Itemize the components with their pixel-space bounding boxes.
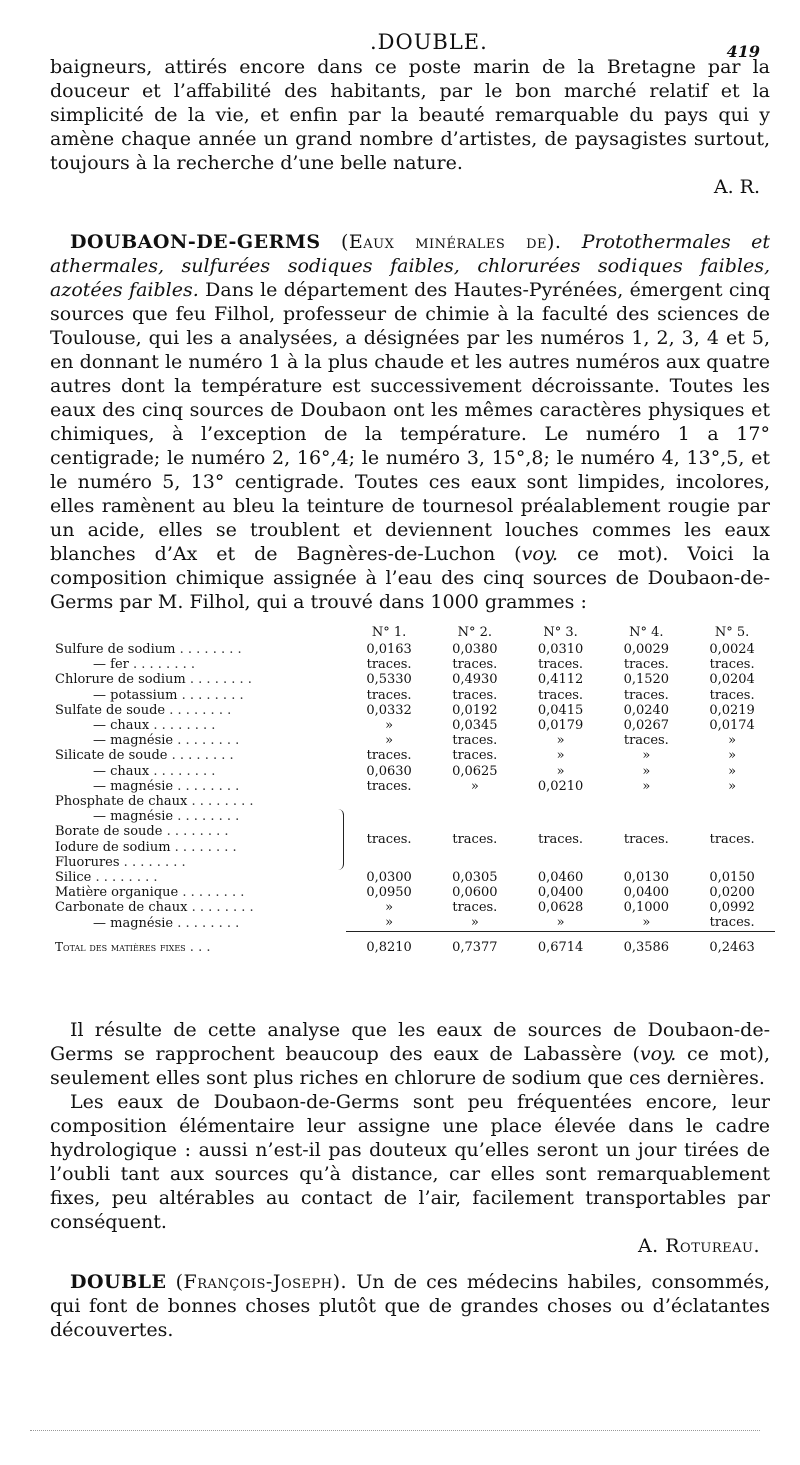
cell-value: » (556, 915, 565, 931)
intro-signature: A. R. (713, 176, 760, 198)
cell-value: traces. (538, 657, 584, 673)
cell-value: » (385, 718, 394, 734)
cell-value: 0,0630 (366, 763, 412, 779)
leader-dots: . . . . . . . . (119, 854, 186, 870)
table-row (55, 657, 775, 672)
table-row (55, 900, 775, 915)
cell-value: » (470, 778, 479, 794)
row-label: — potassium (93, 687, 178, 703)
cell-value: 0,0300 (366, 869, 412, 885)
table-row (55, 748, 775, 763)
total-value: 0,8210 (346, 931, 432, 958)
cell-value: 0,0400 (623, 885, 670, 901)
row-label: — magnésie (93, 733, 174, 749)
cell-value (603, 794, 689, 809)
cell-value: traces. (366, 657, 412, 673)
table-row (55, 733, 775, 748)
leader-dots: . . . . . . . . (165, 702, 232, 718)
cell-value: 0,0210 (537, 778, 584, 794)
cell-value: 0,0415 (537, 702, 584, 718)
intro-paragraph (50, 55, 770, 199)
cell-value: 0,4930 (452, 672, 498, 688)
analysis-voy: voy. (639, 1043, 677, 1065)
cell-value: traces. (709, 915, 755, 931)
cell-value (432, 794, 518, 809)
analysis-text: Il résulte de cette analyse que les eaux de sources de Doubaon-de-Germs se rapprochent beaucoup des eaux de Labassère ( (50, 1019, 770, 1065)
row-label: Matière organique (55, 885, 179, 901)
cell-value: 0,0150 (709, 869, 755, 885)
column-header: N° 4. (629, 624, 664, 640)
row-label: — magnésie (93, 778, 174, 794)
frequentation-paragraph: Les eaux de Doubaon-de-Germs sont peu fréquentées encore, leur composition élémentaire leur assigne une place élevée dans le cadre hydrologique : aussi n’est-il pas douteux qu’elles seront un jour tirées de l’oubli tant aux sources qu’à distance, car elles sont remarquablement fixes, peu altérables au contact de l’air, facilement transportables par conséquent. (50, 1091, 770, 1233)
table-row-grouped (55, 809, 775, 824)
leader-dots: . . . . . . . . (91, 869, 158, 885)
cell-value: 0,0600 (452, 885, 498, 901)
cell-value: traces. (366, 687, 412, 703)
entry2-parenthetical: (François-Joseph). (175, 1271, 348, 1293)
table-row (55, 794, 775, 809)
cell-value: » (728, 778, 737, 794)
cell-value: 0,0950 (366, 885, 412, 901)
entry-double (50, 1270, 770, 1342)
cell-value: » (728, 733, 737, 749)
cell-value: 0,0219 (709, 702, 755, 718)
cell-value: traces. (452, 748, 498, 764)
row-label: — chaux (93, 718, 150, 734)
cell-value: 0,0267 (623, 718, 670, 734)
cell-value: 0,0992 (709, 900, 755, 916)
cell-value: 0,0628 (537, 900, 584, 916)
leader-dots: . . . . . . . . (167, 748, 234, 764)
cell-value: 0,0179 (537, 718, 584, 734)
table-row (55, 915, 775, 931)
cell-value: traces. (366, 778, 412, 794)
leader-dots: . . . . . . . . (187, 793, 254, 809)
row-label: Borate de soude (55, 824, 163, 840)
cell-value: 0,4112 (537, 672, 584, 688)
table-total-row (55, 931, 775, 958)
cell-value: traces. (452, 657, 498, 673)
cell-value: » (728, 763, 737, 779)
row-label: Chlorure de sodium (55, 672, 186, 688)
leader-dots: . . . . . . . . (177, 687, 244, 703)
cell-value-grouped: traces. (452, 831, 498, 847)
grouping-brace (337, 809, 346, 870)
cell-value: 0,0174 (709, 718, 755, 734)
cell-value: » (556, 733, 565, 749)
cell-value-grouped: traces. (366, 831, 412, 847)
running-head: .DOUBLE. (370, 30, 488, 54)
table-row (55, 642, 775, 657)
cell-value: » (642, 915, 651, 931)
row-label: Sulfate de soude (55, 702, 166, 718)
table-row (55, 870, 775, 885)
cell-value (346, 794, 432, 809)
total-value: 0,2463 (689, 931, 775, 958)
cell-value: » (642, 763, 651, 779)
row-label: Silice (55, 869, 92, 885)
cell-value: 0,0345 (452, 718, 498, 734)
leader-dots: . . . . . . . . (173, 733, 240, 749)
leader-dots: . . . . . . . . (178, 885, 245, 901)
leader-dots: . . . . . . . . (149, 763, 216, 779)
cell-value: » (556, 748, 565, 764)
table-header-row (55, 622, 775, 642)
cell-value: » (642, 748, 651, 764)
cell-value: 0,0460 (537, 869, 584, 885)
cell-value: » (385, 915, 394, 931)
cell-value: traces. (452, 687, 498, 703)
cell-value: » (385, 733, 394, 749)
entry-body-end: ce mot). Voici la composition chimique assignée à l’eau des cinq sources de Doubaon-de-Germs par M. Filhol, qui a trouvé dans 1000 grammes : (50, 543, 770, 613)
cell-value: 0,0305 (452, 869, 498, 885)
entry-voy: voy. (521, 543, 559, 565)
table-row (55, 672, 775, 687)
table-row (55, 688, 775, 703)
row-label: Fluorures (55, 854, 120, 870)
total-value: 0,7377 (432, 931, 518, 958)
cell-value: 0,1520 (623, 672, 670, 688)
cell-value-grouped: traces. (538, 831, 584, 847)
column-header: N° 2. (457, 624, 493, 640)
table-row (55, 703, 775, 718)
cell-value: 0,1000 (623, 900, 670, 916)
column-header: N° 5. (714, 624, 750, 640)
cell-value: traces. (623, 657, 669, 673)
row-label: Silicate de soude (55, 748, 168, 764)
cell-value: 0,0163 (366, 642, 412, 658)
leader-dots: . . . . . . . . (128, 657, 195, 673)
cell-value: traces. (623, 733, 669, 749)
table-row (55, 885, 775, 900)
cell-value: 0,0200 (709, 885, 755, 901)
leader-dots: . . . . . . . . (187, 900, 254, 916)
cell-value: 0,0024 (709, 642, 755, 658)
column-header: N° 1. (371, 624, 407, 640)
table-row (55, 779, 775, 794)
row-label: Phosphate de chaux (55, 793, 188, 809)
composition-table (55, 622, 775, 958)
cell-value: 0,0192 (452, 702, 498, 718)
total-value: 0,6714 (518, 931, 604, 958)
entry2-body: Un de ces médecins habiles, consommés, qui font de bonnes choses plutôt que de grandes choses ou d’éclatantes découvertes. (50, 1271, 771, 1341)
page-number: 419 (726, 42, 760, 61)
cell-value: 0,0310 (537, 642, 584, 658)
cell-value: 0,5330 (366, 672, 412, 688)
entry-headword: DOUBAON-DE-GERMS (70, 231, 321, 253)
cell-value-grouped: traces. (709, 831, 755, 847)
row-label: Carbonate de chaux (55, 900, 188, 916)
entry-body: Dans le département des Hautes-Pyrénées, émergent cinq sources que feu Filhol, professeur de chimie à la faculté des sciences de Toulouse, qui les a analysées, a désignées par les numéros 1, 2, 3, 4 et 5, en donnant le numéro 1 à la plus chaude et les autres numéros aux quatre autres dont la température est successivement décroissante. Toutes les eaux des cinq sources de Doubaon ont les mêmes caractères physiques et chimiques, à l’exception de la température. Le numéro 1 a 17° centigrade; le numéro 2, 16°,4; le numéro 3, 15°,8; le numéro 4, 13°,5, et le numéro 5, 13° centigrade. Toutes ces eaux sont limpides, incolores, elles ramènent au bleu la teinture de tournesol préalablement rougie par un acide, elles se troublent et deviennent louches commes les eaux blanches d’Ax et de Bagnères-de-Luchon ( (50, 279, 770, 565)
cell-value: traces. (452, 900, 498, 916)
entry-classification: Protothermales et athermales, sulfurées sodiques faibles, chlorurées sodiques faibles, azotées faibles. (50, 231, 770, 301)
leader-dots: . . . . . . . . (173, 778, 240, 794)
entry2-headword: DOUBLE (70, 1271, 167, 1293)
entry-parenthetical: (Eaux minérales de). (341, 231, 562, 253)
analysis-paragraph (50, 1018, 770, 1258)
leader-dots: . . . . . . . . (162, 824, 229, 840)
row-label: Iodure de sodium (55, 839, 171, 855)
row-label: — magnésie (93, 915, 174, 931)
cell-value: 0,0332 (366, 702, 412, 718)
intro-text: baigneurs, attirés encore dans ce poste marin de la Bretagne par la douceur et l’affabilité des habitants, par le bon marché relatif et la simplicité de la vie, et enfin par la beauté remarquable du pays qui y amène chaque année un grand nombre d’artistes, de paysagistes surtout, toujours à la recherche d’une belle nature. (50, 56, 770, 174)
cell-value: traces. (366, 748, 412, 764)
cell-value: 0,0240 (623, 702, 670, 718)
cell-value: » (642, 778, 651, 794)
leader-dots: . . . (185, 939, 211, 955)
leader-dots: . . . . . . . . (173, 809, 240, 825)
cell-value (518, 794, 604, 809)
column-header: N° 3. (543, 624, 578, 640)
cell-value: traces. (709, 687, 755, 703)
row-label: Sulfure de sodium (55, 642, 176, 658)
total-value: 0,3586 (603, 931, 689, 958)
bottom-rule (30, 1430, 760, 1431)
row-label: — magnésie (93, 809, 174, 825)
cell-value: 0,0130 (623, 869, 670, 885)
cell-value: traces. (538, 687, 584, 703)
cell-value: » (728, 748, 737, 764)
cell-value: 0,0029 (623, 642, 670, 658)
cell-value: 0,0400 (537, 885, 584, 901)
table-row (55, 718, 775, 733)
cell-value: » (470, 915, 479, 931)
cell-value: traces. (452, 733, 498, 749)
leader-dots: . . . . . . . . (173, 915, 240, 931)
cell-value: 0,0625 (452, 763, 498, 779)
cell-value: traces. (623, 687, 669, 703)
entry-doubaon (50, 230, 770, 614)
leader-dots: . . . . . . . . (175, 642, 242, 658)
table-row (55, 764, 775, 779)
cell-value: traces. (709, 657, 755, 673)
total-label: Total des matières fixes (55, 939, 186, 954)
cell-value: 0,0380 (452, 642, 498, 658)
analysis-signature: A. Rotureau. (637, 1235, 760, 1257)
leader-dots: . . . . . . . . (149, 718, 216, 734)
cell-value: » (385, 900, 394, 916)
cell-value: 0,0204 (709, 672, 755, 688)
cell-value: » (556, 763, 565, 779)
row-label: — chaux (93, 763, 150, 779)
analysis-text-end: ce mot), seulement elles sont plus riches en chlorure de sodium que ces dernières. (50, 1043, 771, 1089)
leader-dots: . . . . . . . . (170, 839, 237, 855)
row-label: — fer (93, 657, 129, 673)
leader-dots: . . . . . . . . (185, 672, 252, 688)
cell-value-grouped: traces. (623, 831, 669, 847)
cell-value (689, 794, 775, 809)
